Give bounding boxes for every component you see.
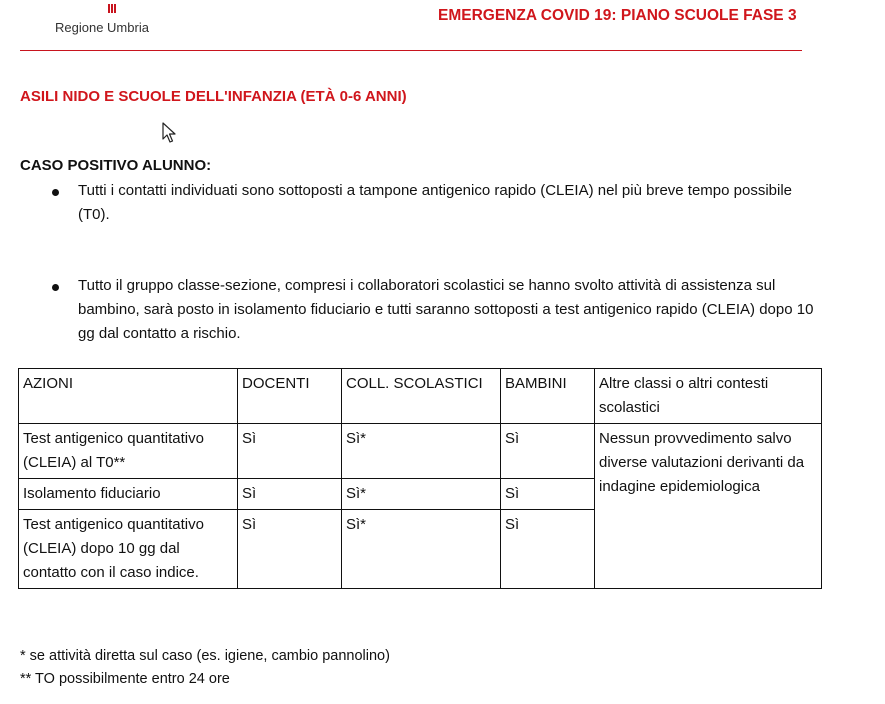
bullet-icon [52, 284, 59, 291]
actions-table [18, 368, 822, 589]
table-cell: Sì [501, 510, 595, 589]
footnote: ** TO possibilmente entro 24 ore [20, 671, 230, 687]
header-cell: DOCENTI [238, 369, 342, 424]
case-title: CASO POSITIVO ALUNNO: [20, 157, 212, 174]
header-divider [20, 50, 802, 51]
list-item [78, 274, 818, 346]
table-header-row [19, 369, 822, 424]
mouse-cursor-icon [162, 122, 178, 144]
footnotes [20, 645, 390, 691]
region-emblem-icon [108, 0, 117, 18]
bullet-text: Tutto il gruppo classe-sezione, compresi i collaboratori scolastici se hanno svolto attività di assistenza sul bambino, sarà posto in isolamento fiduciario e tutti saranno sottoposti a test antigenico rapido (CLEIA) dopo 10 gg dal contatto a rischio. [78, 277, 814, 342]
header-cell: COLL. SCOLASTICI [342, 369, 501, 424]
table-cell: Sì [238, 424, 342, 479]
table-cell: Sì* [342, 479, 501, 510]
table-cell: Sì* [342, 424, 501, 479]
bullet-text: Tutti i contatti individuati sono sottoposti a tampone antigenico rapido (CLEIA) nel più breve tempo possibile (T0). [78, 182, 793, 223]
document-title: EMERGENZA COVID 19: PIANO SCUOLE FASE 3 [438, 7, 797, 24]
footnote: * se attività diretta sul caso (es. igiene, cambio pannolino) [20, 648, 390, 664]
merged-note-cell: Nessun provvedimento salvo diverse valutazioni derivanti da indagine epidemiologica [595, 424, 822, 589]
list-item [78, 179, 818, 227]
header-cell: AZIONI [19, 369, 238, 424]
table-cell: Test antigenico quantitativo (CLEIA) al T0** [19, 424, 238, 479]
table-cell: Sì [501, 424, 595, 479]
bullet-icon [52, 189, 59, 196]
table-cell: Sì [238, 479, 342, 510]
table-cell: Sì* [342, 510, 501, 589]
table-cell: Sì [238, 510, 342, 589]
header-cell: BAMBINI [501, 369, 595, 424]
table-cell: Sì [501, 479, 595, 510]
header-cell: Altre classi o altri contesti scolastici [595, 369, 822, 424]
region-logo [55, 0, 165, 40]
table-cell: Isolamento fiduciario [19, 479, 238, 510]
section-title: ASILI NIDO E SCUOLE DELL'INFANZIA (ETÀ 0-6 ANNI) [20, 88, 407, 105]
brand-name: Regione Umbria [55, 20, 149, 35]
table-row [19, 424, 822, 479]
table-cell: Test antigenico quantitativo (CLEIA) dopo 10 gg dal contatto con il caso indice. [19, 510, 238, 589]
